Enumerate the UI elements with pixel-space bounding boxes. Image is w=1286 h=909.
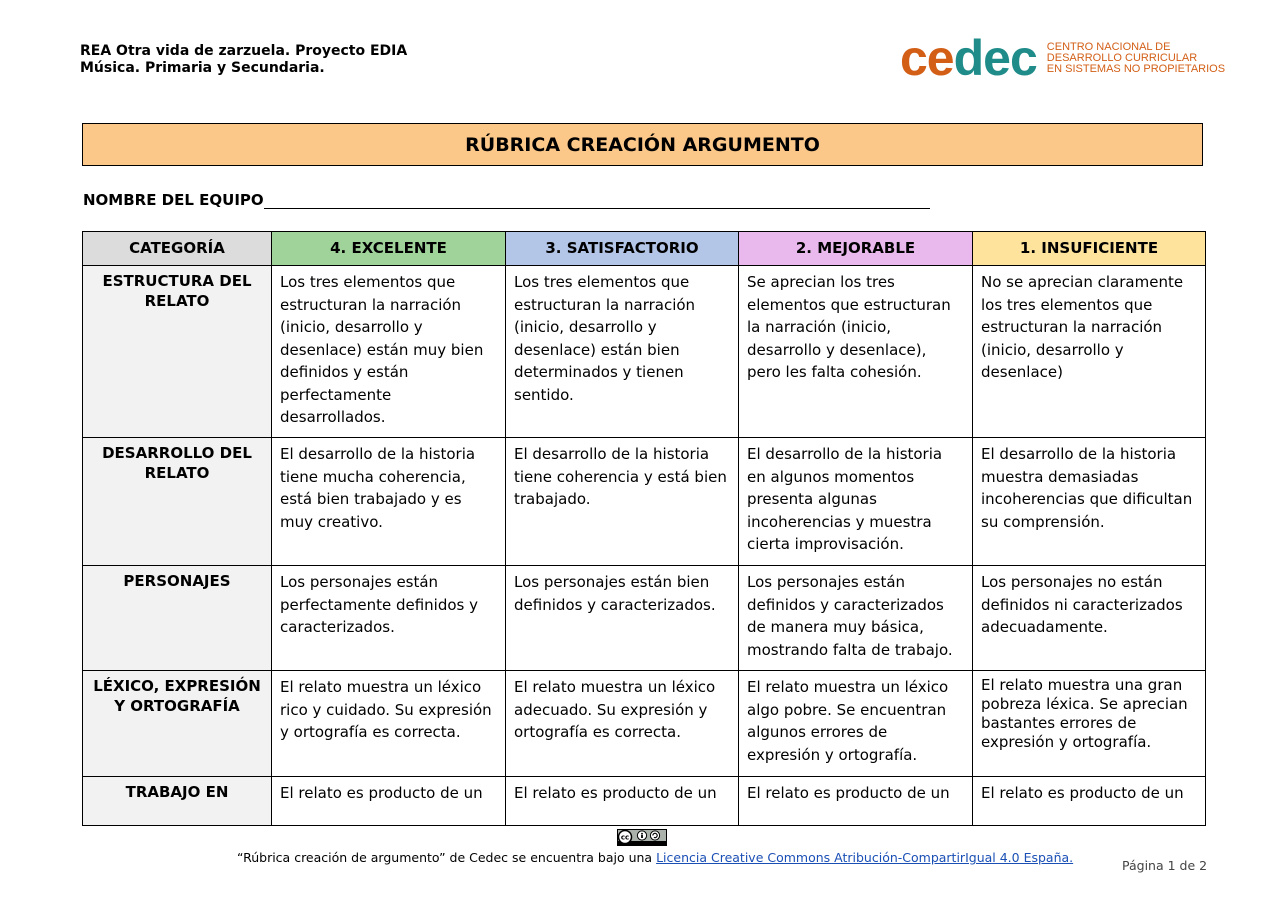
table-cell: Los personajes están perfectamente definidos y caracterizados. [272, 566, 506, 671]
team-name-field [83, 191, 930, 209]
table-row [83, 438, 1206, 566]
rubric-title: RÚBRICA CREACIÓN ARGUMENTO [82, 123, 1203, 166]
table-cell: El relato es producto de un [506, 777, 739, 826]
table-cell: Se aprecian los tres elementos que estructuran la narración (inicio, desarrollo y desenlace), pero les falta cohesión. [739, 266, 973, 438]
license-footer [237, 850, 1073, 865]
table-cell: El relato es producto de un [973, 777, 1206, 826]
table-cell: El relato muestra una gran pobreza léxica. Se aprecian bastantes errores de expresión y ortografía. [973, 671, 1206, 777]
license-link[interactable]: Licencia Creative Commons Atribución-CompartirIgual 4.0 España. [656, 850, 1074, 865]
header-line-1: REA Otra vida de zarzuela. Proyecto EDIA [80, 43, 408, 59]
header-excelente: 4. EXCELENTE [272, 232, 506, 266]
team-name-label: NOMBRE DEL EQUIPO [83, 191, 264, 209]
logo-wordmark: cedec [900, 30, 1037, 86]
team-name-blank-line [264, 194, 930, 209]
document-header [80, 43, 407, 77]
header-categoria: CATEGORÍA [83, 232, 272, 266]
license-text: “Rúbrica creación de argumento” de Cedec se encuentra bajo una [237, 850, 657, 865]
header-mejorable: 2. MEJORABLE [739, 232, 973, 266]
table-cell: El desarrollo de la historia tiene coherencia y está bien trabajado. [506, 438, 739, 566]
table-cell: Los personajes están bien definidos y caracterizados. [506, 566, 739, 671]
svg-text:cc: cc [620, 833, 630, 842]
table-cell: El relato muestra un léxico algo pobre. Se encuentran algunos errores de expresión y ortografía. [739, 671, 973, 777]
table-cell: El desarrollo de la historia en algunos momentos presenta algunas incoherencias y muestra cierta improvisación. [739, 438, 973, 566]
table-row [83, 266, 1206, 438]
header-insuficiente: 1. INSUFICIENTE [973, 232, 1206, 266]
table-cell: El relato muestra un léxico rico y cuidado. Su expresión y ortografía es correcta. [272, 671, 506, 777]
cedec-logo [900, 30, 1226, 86]
row-category: ESTRUCTURA DEL RELATO [83, 266, 272, 438]
header-line-2: Música. Primaria y Secundaria. [80, 60, 325, 76]
cc-by-sa-icon [617, 829, 667, 846]
table-cell: El relato muestra un léxico adecuado. Su expresión y ortografía es correcta. [506, 671, 739, 777]
table-cell: No se aprecian claramente los tres elementos que estructuran la narración (inicio, desarrollo y desenlace) [973, 266, 1206, 438]
logo-subtitle: CENTRO NACIONAL DE DESARROLLO CURRICULAR EN SISTEMAS NO PROPIETARIOS [1046, 40, 1226, 75]
table-cell: El relato es producto de un [272, 777, 506, 826]
row-category: LÉXICO, EXPRESIÓN Y ORTOGRAFÍA [83, 671, 272, 777]
table-cell: El desarrollo de la historia muestra demasiadas incoherencias que dificultan su comprensión. [973, 438, 1206, 566]
table-cell: El desarrollo de la historia tiene mucha coherencia, está bien trabajado y es muy creativo. [272, 438, 506, 566]
table-cell: Los tres elementos que estructuran la narración (inicio, desarrollo y desenlace) están muy bien definidos y están perfectamente desarrollados. [272, 266, 506, 438]
row-category: PERSONAJES [83, 566, 272, 671]
table-cell: Los personajes no están definidos ni caracterizados adecuadamente. [973, 566, 1206, 671]
table-cell: Los tres elementos que estructuran la narración (inicio, desarrollo y desenlace) están bien determinados y tienen sentido. [506, 266, 739, 438]
table-cell: Los personajes están definidos y caracterizados de manera muy básica, mostrando falta de trabajo. [739, 566, 973, 671]
table-header-row [83, 232, 1206, 266]
header-satisfactorio: 3. SATISFACTORIO [506, 232, 739, 266]
page-number: Página 1 de 2 [1122, 858, 1208, 873]
table-row [83, 566, 1206, 671]
table-cell: El relato es producto de un [739, 777, 973, 826]
row-category: DESARROLLO DEL RELATO [83, 438, 272, 566]
table-row [83, 777, 1206, 826]
row-category: TRABAJO EN [83, 777, 272, 826]
rubric-table [82, 231, 1206, 826]
table-row [83, 671, 1206, 777]
